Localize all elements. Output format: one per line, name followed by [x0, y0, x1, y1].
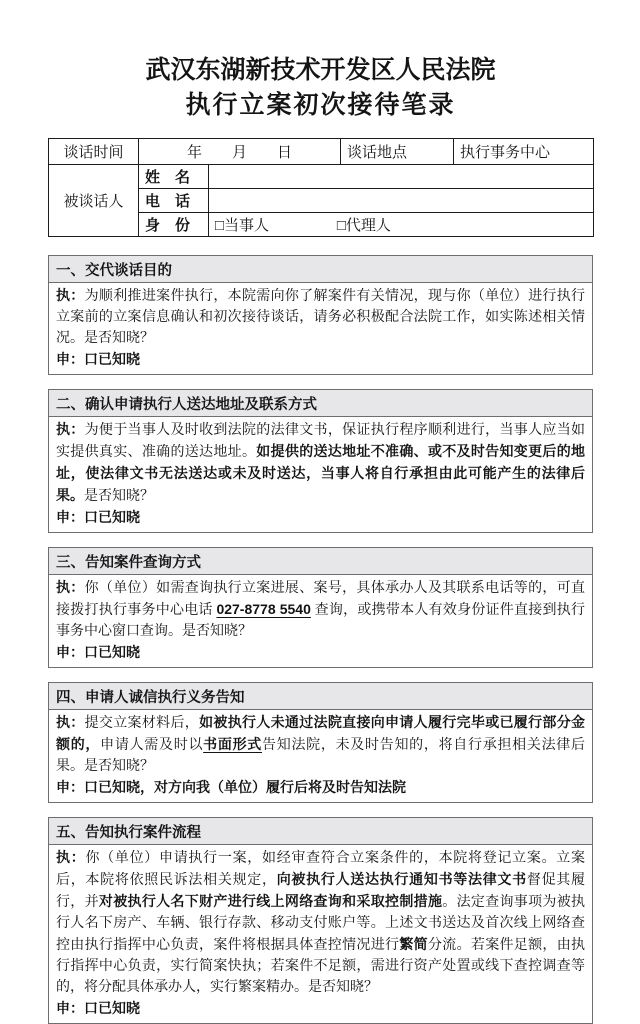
underlined-text: 书面形式: [203, 736, 263, 752]
section-body: [49, 845, 592, 1023]
checkbox-agent: □代理人: [336, 218, 391, 234]
section-paragraph: [56, 419, 585, 507]
section-body: [49, 283, 592, 374]
talk-time-value-cell: 年 月 日: [139, 139, 341, 165]
bold-text: 如被执行人未通过法院直接向申请人履行完毕或已履行部分金额的，: [56, 714, 586, 752]
section-heading: 四、申请人诚信执行义务告知: [49, 683, 592, 710]
name-label: 姓 名: [139, 165, 209, 189]
section-paragraph: [56, 777, 585, 799]
text-run: 申请人需及时以: [100, 738, 204, 753]
bold-text: 申：口已知晓: [56, 509, 140, 525]
section-paragraph: [56, 507, 585, 529]
talk-place-label: 谈话地点: [341, 139, 454, 165]
phone-input-cell: [209, 189, 594, 213]
section-paragraph: [56, 847, 585, 998]
text-run: 分流。若案件足额，由执行指挥中心负责，实行简案快执；若案件不足额，需进行资产处置或线下查控调查等的，将分配具体承办人，实行繁案精办。是否知晓？: [56, 938, 586, 995]
checkbox-party: □当事人: [215, 218, 270, 234]
text-run: 为便于当事人及时收到法院的法律文书，保证执行程序顺利进行，当事人应当如实提供真实、准确的送达地址。: [56, 423, 586, 460]
identity-label: 身 份: [139, 213, 209, 237]
text-run: 是否知晓？: [84, 489, 154, 504]
section-paragraph: [56, 998, 585, 1020]
bold-text: 申：口已知晓，对方向我（单位）履行后将及时告知法院: [56, 779, 406, 795]
text-run: 你（单位）申请执行一案，如经审查符合立案条件的，本院将登记立案。立案后，本院将依照民诉法相关规定，: [56, 851, 586, 888]
text-run: 。法定查询事项为被执行人名下房产、车辆、银行存款、移动支付账户等。上述文书送达及首次线上网络查控由执行指挥中心负责，案件将根据具体查控情况进行: [56, 895, 586, 953]
bold-text: 执：: [56, 287, 85, 303]
section-case-inquiry: [48, 547, 593, 668]
text-run: 告知法院，未及时告知的，将自行承担相关法律后果。是否知晓？: [56, 738, 586, 774]
court-title: 武汉东湖新技术开发区人民法院: [145, 57, 496, 84]
section-case-procedure: [48, 817, 593, 1024]
section-heading: 二、确认申请执行人送达地址及联系方式: [49, 390, 592, 417]
document-title: 执行立案初次接待笔录: [185, 92, 456, 119]
section-body: [49, 575, 592, 667]
section-heading: 一、交代谈话目的: [49, 256, 592, 283]
text-run: 查询，或携带本人有效身份证件直接到执行事务中心窗口查询。是否知晓？: [56, 603, 586, 639]
text-run: 提交立案材料后，: [84, 716, 200, 731]
bold-text: 对被执行人名下财产进行线上网络查询和采取控制措施: [98, 893, 443, 909]
bold-text: 向被执行人送达执行通知书等法律文书: [276, 871, 527, 887]
notice-sections: [48, 255, 593, 1024]
text-run: 你（单位）如需查询执行立案进展、案号，具体承办人及其联系电话等的，可直接拨打执行事务中心电话: [56, 581, 586, 618]
bold-text: 执：: [56, 421, 85, 437]
bold-text: 执：: [56, 714, 85, 730]
section-paragraph: [56, 712, 585, 777]
section-paragraph: [56, 577, 585, 642]
section-paragraph: [56, 349, 585, 371]
interviewee-label: 被谈话人: [49, 165, 139, 237]
section-paragraph: [56, 285, 585, 349]
section-confirm-address: [48, 389, 593, 533]
text-run: 督促其履行，并: [56, 873, 586, 910]
section-heading: 三、告知案件查询方式: [49, 548, 592, 575]
section-body: [49, 417, 592, 532]
text-run: 为顺利推进案件执行，本院需向你了解案件有关情况，现与你（单位）进行执行立案前的立案信息确认和初次接待谈话，请务必积极配合法院工作，如实陈述相关情况。是否知晓？: [56, 289, 586, 346]
identity-options-cell: [209, 213, 594, 237]
bold-text: 执：: [56, 849, 86, 865]
bold-text: 申：口已知晓: [56, 1000, 140, 1016]
section-talk-purpose: [48, 255, 593, 375]
name-input-cell: [209, 165, 594, 189]
bold-text: 申：口已知晓: [56, 644, 140, 660]
bold-text: 申：口已知晓: [56, 351, 140, 367]
bold-text: 执：: [56, 579, 85, 595]
section-heading: 五、告知执行案件流程: [49, 818, 592, 845]
bold-text: 如提供的送达地址不准确、或不及时告知变更后的地址，使法律文书无法送达或未及时送达，当事人将自行承担由此可能产生的法律后果。: [56, 443, 586, 503]
talk-time-label: 谈话时间: [49, 139, 139, 165]
phone-label: 电 话: [139, 189, 209, 213]
section-body: [49, 710, 592, 802]
section-good-faith-duty: [48, 682, 593, 803]
interviewee-info-table: [48, 138, 594, 237]
talk-place-value: 执行事务中心: [454, 139, 594, 165]
underlined-text: 027-8778 5540: [216, 601, 311, 617]
section-paragraph: [56, 642, 585, 664]
bold-text: 繁简: [399, 936, 428, 952]
